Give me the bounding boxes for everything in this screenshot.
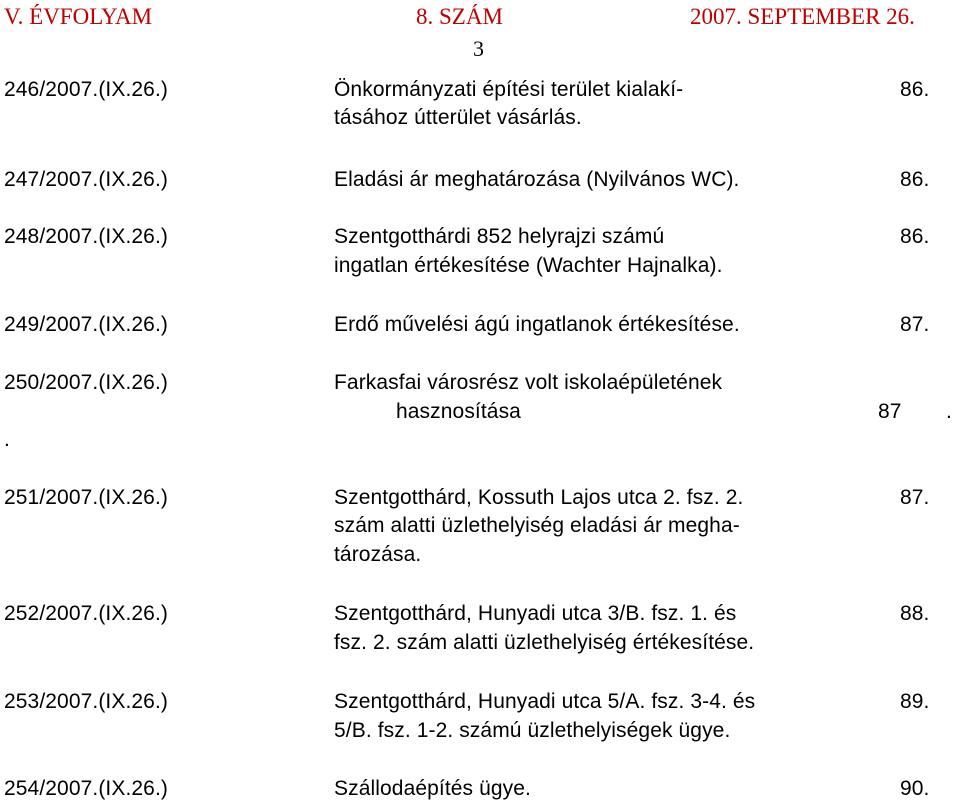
resolution-title-line: Önkormányzati építési terület kialakí-	[334, 78, 684, 101]
resolution-page: 86.	[900, 168, 930, 191]
resolution-title-line: Szentgotthárd, Hunyadi utca 3/B. fsz. 1. és	[334, 602, 737, 625]
stray-dot: .	[946, 400, 952, 423]
resolution-title-line: Eladási ár meghatározása (Nyilvános WC).	[334, 168, 740, 191]
resolution-page: 86.	[900, 225, 930, 248]
resolution-title-line: Szentgotthárdi 852 helyrajzi számú	[334, 225, 665, 248]
header-date: 2007. SEPTEMBER 26.	[690, 4, 915, 29]
resolution-title-line: Farkasfai városrész volt iskolaépületének	[334, 371, 723, 394]
resolution-title-line: Szentgotthárd, Kossuth Lajos utca 2. fsz. 2.	[334, 486, 744, 509]
resolution-title-line: 5/B. fsz. 1-2. számú üzlethelyiségek ügye.	[334, 719, 731, 742]
resolution-page: 90.	[900, 777, 930, 800]
resolution-title-line: fsz. 2. szám alatti üzlethelyiség értékesítése.	[334, 631, 755, 654]
resolution-title-line: tásához útterület vásárlás.	[334, 106, 582, 129]
header-issue: 8. SZÁM	[416, 4, 503, 29]
resolution-page: 87	[878, 400, 902, 423]
resolution-id: 250/2007.(IX.26.)	[4, 371, 168, 394]
resolution-id: 252/2007.(IX.26.)	[4, 602, 168, 625]
resolution-title-line: Szállodaépítés ügye.	[334, 777, 531, 800]
resolution-page: 86.	[900, 78, 930, 101]
resolution-page: 89.	[900, 690, 930, 713]
resolution-id: 254/2007.(IX.26.)	[4, 777, 168, 800]
page-number: 3	[473, 36, 484, 61]
resolution-page: 87.	[900, 313, 930, 336]
resolution-id: 251/2007.(IX.26.)	[4, 486, 168, 509]
resolution-title-line: hasznosítása	[396, 400, 521, 423]
resolution-title-line: tározása.	[334, 543, 422, 566]
resolution-id: 246/2007.(IX.26.)	[4, 78, 168, 101]
stray-dot: .	[4, 428, 10, 451]
resolution-id: 249/2007.(IX.26.)	[4, 313, 168, 336]
resolution-title-line: Erdő művelési ágú ingatlanok értékesítése.	[334, 313, 740, 336]
resolution-title-line: ingatlan értékesítése (Wachter Hajnalka).	[334, 254, 723, 277]
resolution-title-line: Szentgotthárd, Hunyadi utca 5/A. fsz. 3-4. és	[334, 690, 756, 713]
resolution-id: 247/2007.(IX.26.)	[4, 168, 168, 191]
resolution-id: 253/2007.(IX.26.)	[4, 690, 168, 713]
header-volume: V. ÉVFOLYAM	[4, 4, 153, 29]
resolution-page: 87.	[900, 486, 930, 509]
resolution-page: 88.	[900, 602, 930, 625]
resolution-title-line: szám alatti üzlethelyiség eladási ár megha-	[334, 514, 740, 537]
resolution-id: 248/2007.(IX.26.)	[4, 225, 168, 248]
